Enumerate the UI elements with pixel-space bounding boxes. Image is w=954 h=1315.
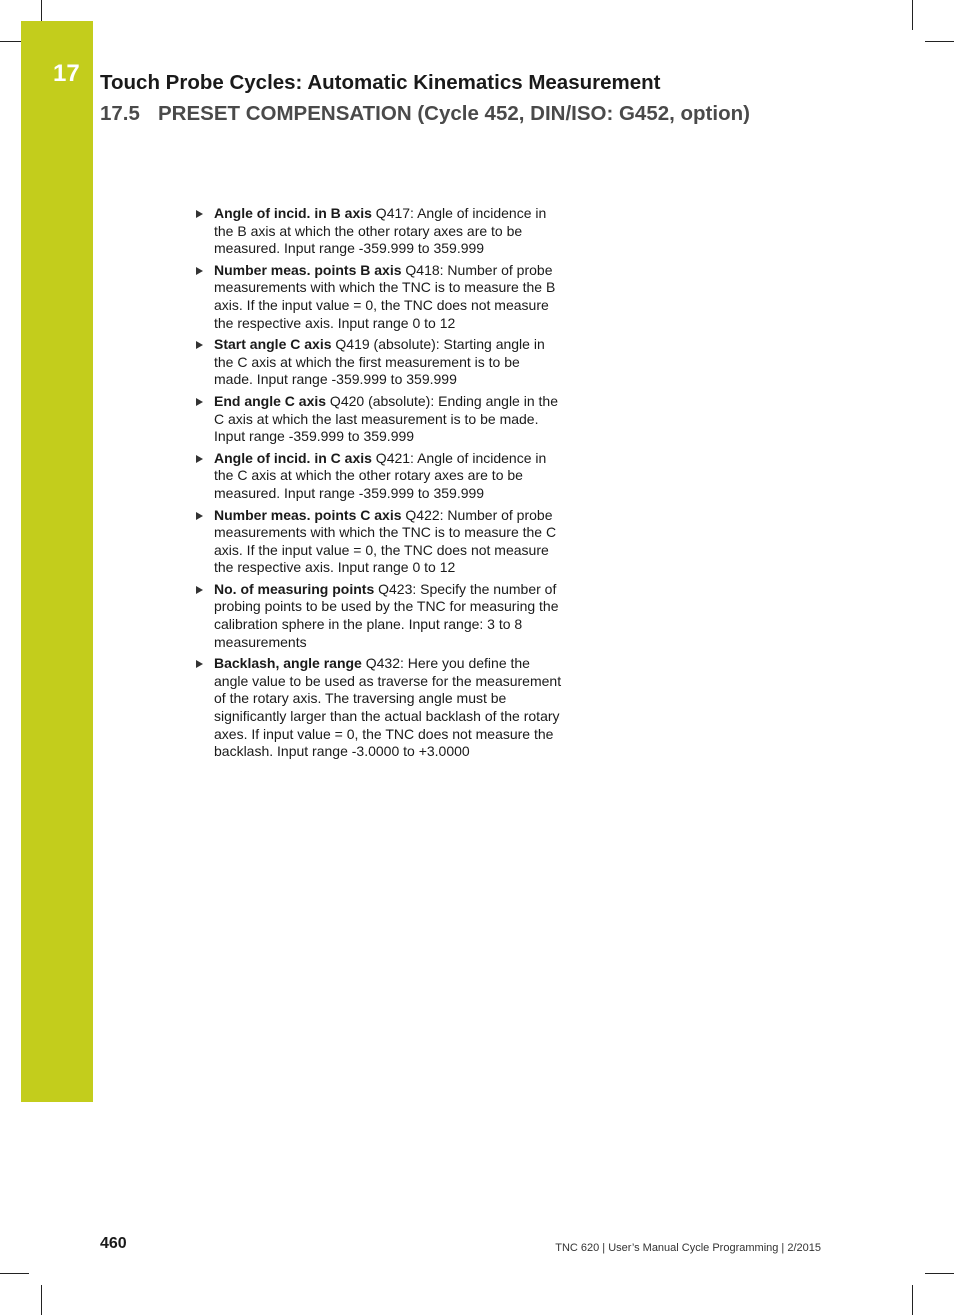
footer-note: TNC 620 | User’s Manual Cycle Programming | 2/2015 bbox=[555, 1242, 821, 1254]
bullet-triangle-icon bbox=[196, 267, 203, 275]
list-item bbox=[196, 450, 562, 503]
crop-mark bbox=[912, 0, 913, 30]
chapter-number: 17 bbox=[53, 60, 80, 87]
bullet-triangle-icon bbox=[196, 341, 203, 349]
crop-mark bbox=[41, 0, 42, 21]
crop-mark bbox=[912, 1285, 913, 1315]
chapter-sidebar-bar bbox=[21, 21, 93, 1102]
parameter-name: Angle of incid. in C axis bbox=[214, 449, 372, 466]
list-item bbox=[196, 507, 562, 577]
list-item bbox=[196, 262, 562, 332]
parameter-name: Angle of incid. in B axis bbox=[214, 205, 372, 221]
list-item bbox=[196, 581, 562, 651]
bullet-triangle-icon bbox=[196, 512, 203, 520]
chapter-title: Touch Probe Cycles: Automatic Kinematics Measurement bbox=[100, 71, 661, 94]
parameter-name: Number meas. points C axis bbox=[214, 506, 402, 523]
parameter-description: Q432: Here you define the angle value to be used as traverse for the measurement of the rotary axis. The traversing angle must be significantly larger than the actual backlash of the rotary axes. If input value = 0, the TNC does not measure the backlash. Input range -3.0000 to +3.0000 bbox=[214, 655, 562, 760]
parameter-name: No. of measuring points bbox=[214, 580, 375, 597]
bullet-triangle-icon bbox=[196, 586, 203, 594]
parameter-description: Q423: Specify the number of probing points to be used by the TNC for measuring the calibration sphere in the plane. Input range: 3 to 8 measurements bbox=[214, 580, 559, 650]
bullet-triangle-icon bbox=[196, 455, 203, 463]
bullet-triangle-icon bbox=[196, 660, 203, 668]
bullet-triangle-icon bbox=[196, 398, 203, 406]
crop-mark bbox=[925, 1273, 954, 1274]
crop-mark bbox=[0, 1273, 29, 1274]
bullet-triangle-icon bbox=[196, 210, 203, 218]
parameter-description: Q420 (absolute): Ending angle in the C axis at which the last measurement is to be made. Input range -359.999 to 359.999 bbox=[214, 392, 558, 445]
list-item bbox=[196, 655, 562, 761]
parameter-name: Number meas. points B axis bbox=[214, 261, 402, 278]
parameter-description: Q421: Angle of incidence in the C axis at which the other rotary axes are to be measured. Input range -359.999 to 359.999 bbox=[214, 449, 547, 501]
list-item bbox=[196, 205, 562, 258]
parameter-description: Q422: Number of probe measurements with which the TNC is to measure the C axis. If the input value = 0, the TNC does not measure the respective axis. Input range 0 to 12 bbox=[214, 506, 557, 576]
list-item bbox=[196, 393, 562, 446]
page-number: 460 bbox=[100, 1235, 127, 1252]
parameter-description: Q417: Angle of incidence in the B axis at which the other rotary axes are to be measured. Input range -359.999 to 359.999 bbox=[214, 205, 547, 257]
section-number: 17.5 bbox=[100, 102, 140, 125]
parameter-list bbox=[196, 205, 562, 765]
parameter-name: End angle C axis bbox=[214, 392, 327, 409]
parameter-name: Start angle C axis bbox=[214, 336, 332, 353]
parameter-name: Backlash, angle range bbox=[214, 655, 362, 672]
list-item bbox=[196, 336, 562, 389]
parameter-description: Q418: Number of probe measurements with which the TNC is to measure the B axis. If the input value = 0, the TNC does not measure the respective axis. Input range 0 to 12 bbox=[214, 261, 556, 331]
parameter-description: Q419 (absolute): Starting angle in the C axis at which the first measurement is to be made. Input range -359.999 to 359.999 bbox=[214, 336, 545, 388]
section-heading bbox=[100, 102, 750, 126]
crop-mark bbox=[0, 41, 21, 42]
crop-mark bbox=[41, 1285, 42, 1315]
crop-mark bbox=[925, 41, 954, 42]
section-title: PRESET COMPENSATION (Cycle 452, DIN/ISO: G452, option) bbox=[158, 102, 750, 125]
